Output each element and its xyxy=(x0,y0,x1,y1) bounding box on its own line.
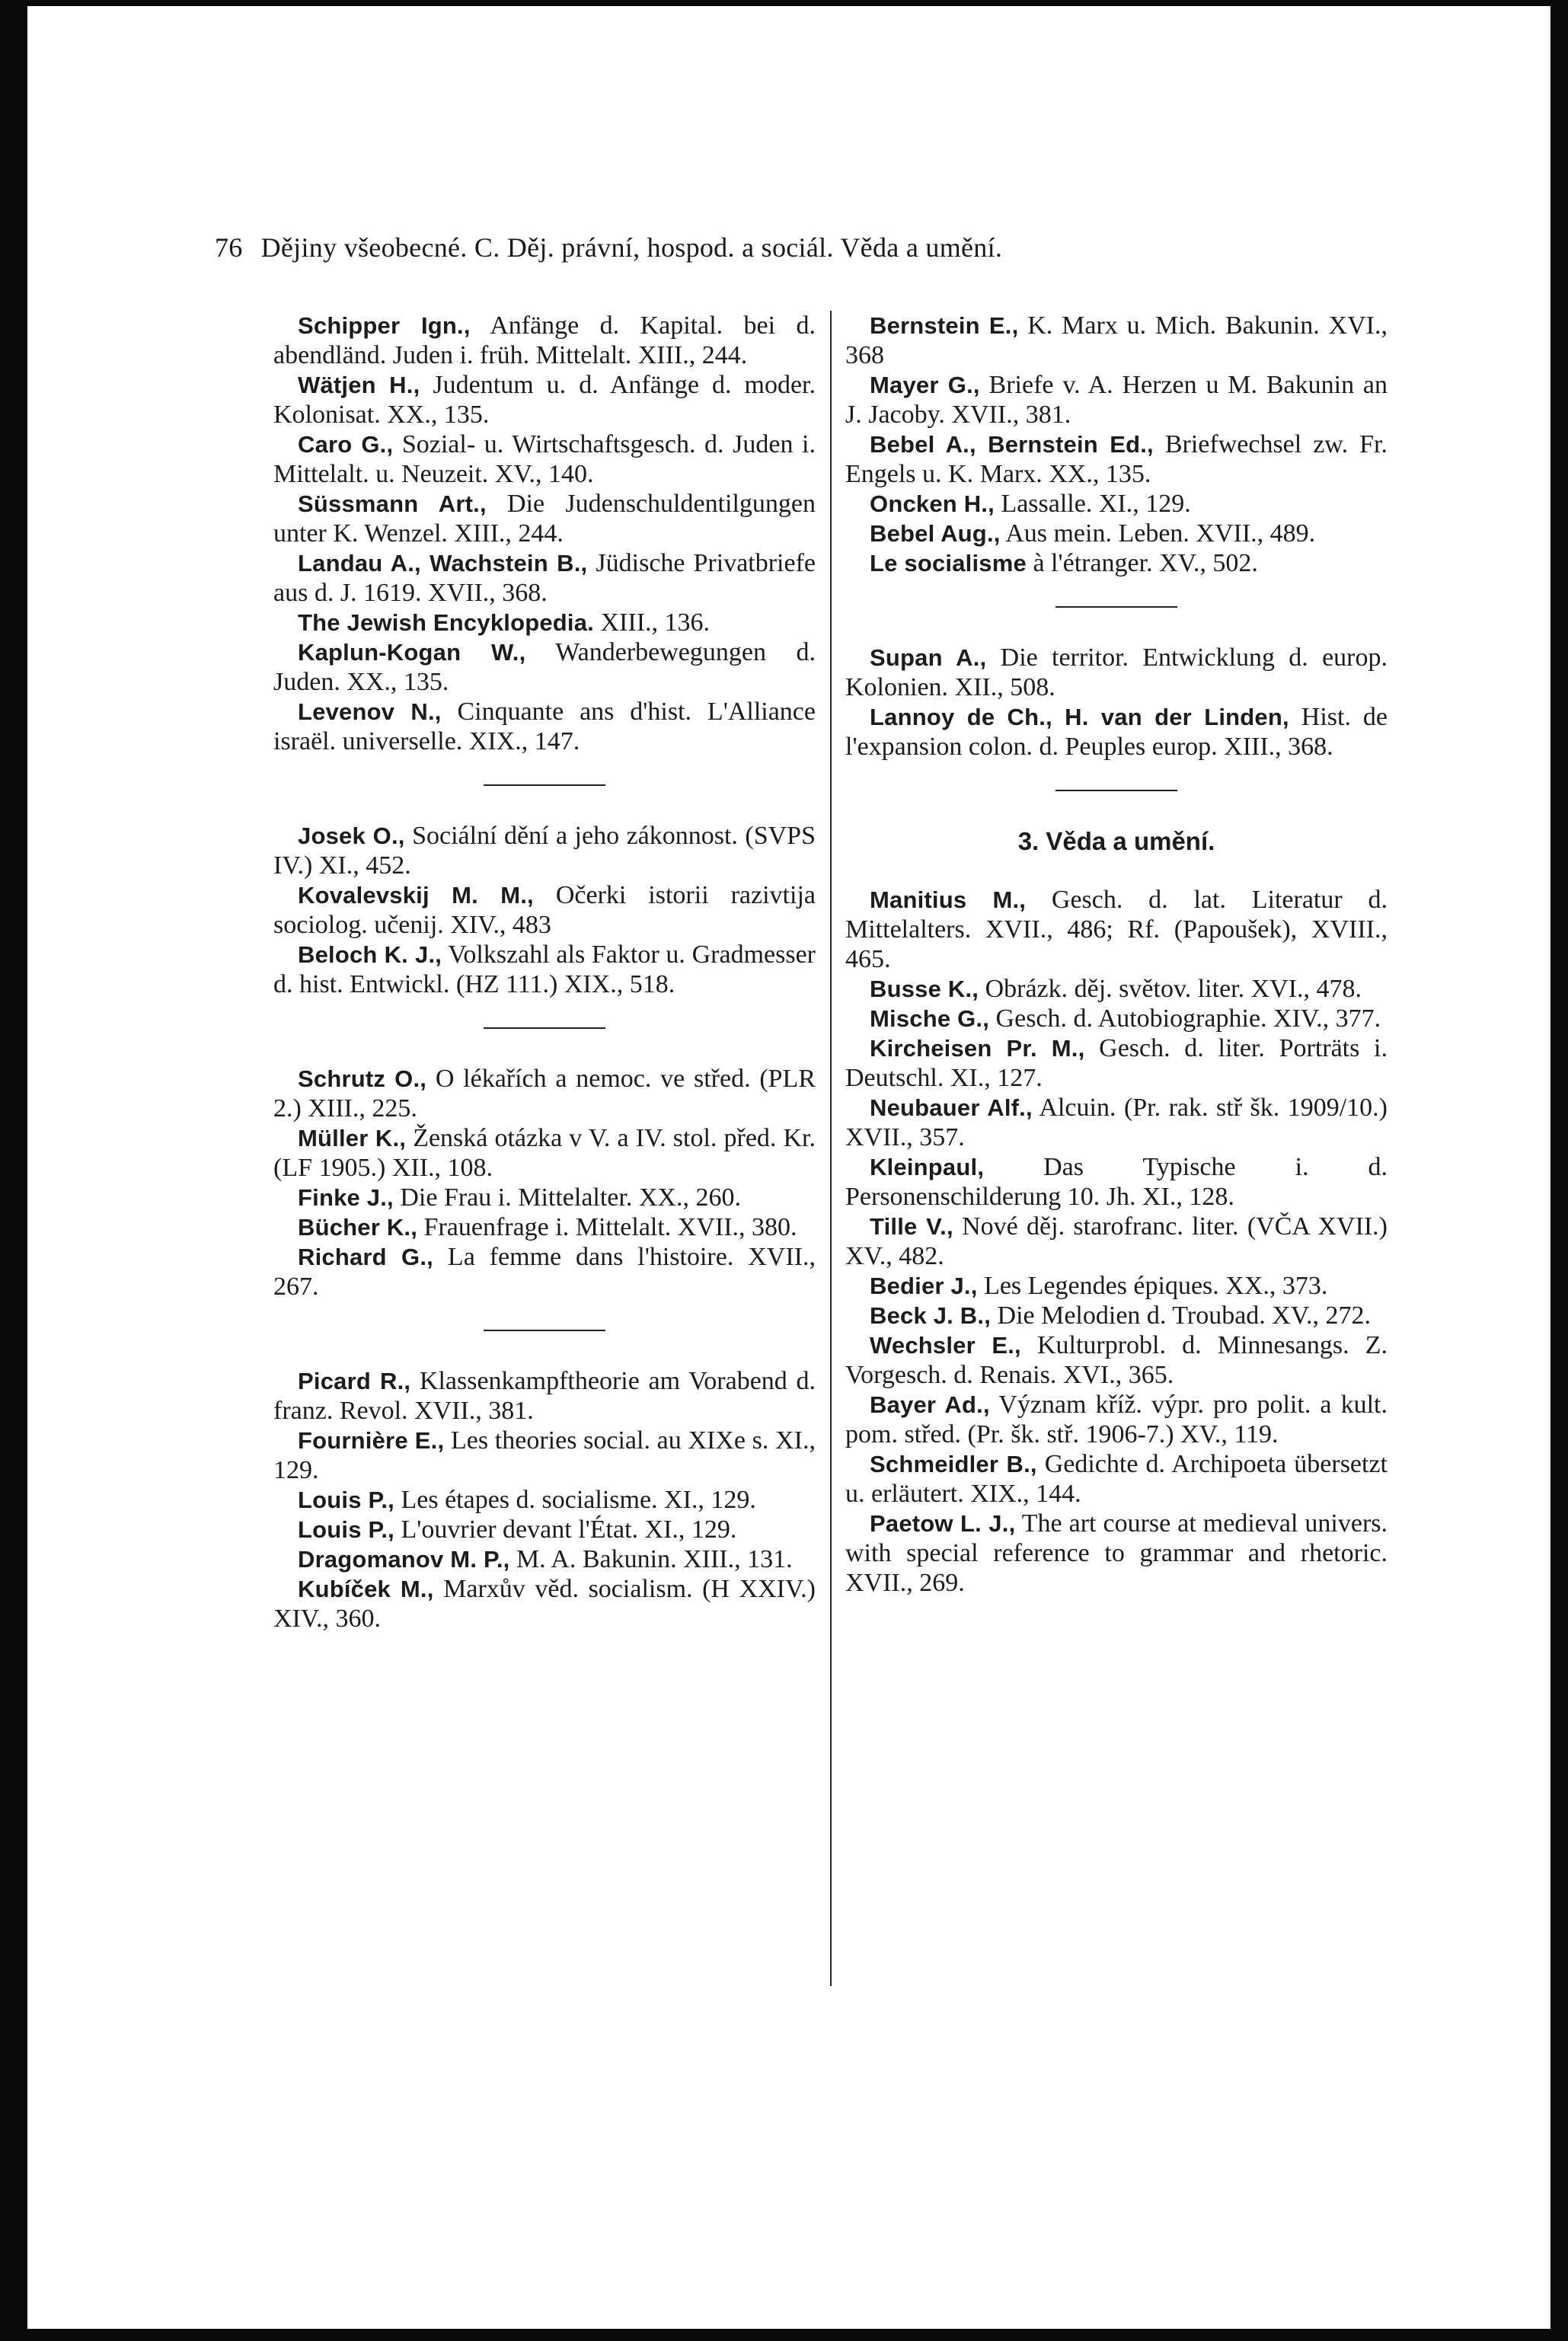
entry-text: Lassalle. XI., 129. xyxy=(994,490,1191,518)
entry-author: Paetow L. J., xyxy=(870,1510,1016,1537)
entry-author: Busse K., xyxy=(870,976,979,1002)
entry-group xyxy=(845,643,1388,762)
bibliography-entry xyxy=(273,311,816,370)
entry-text: Význam kříž. výpr. pro polit. a kult. pom. střed. (Pr. šk. stř. 1906-7.) XV., 119. xyxy=(845,1391,1388,1448)
left-column xyxy=(273,311,816,1634)
entry-text: La femme dans l'histoire. XVII., 267. xyxy=(273,1243,816,1301)
entry-text: Frauenfrage i. Mittelalt. XVII., 380. xyxy=(417,1213,797,1241)
bibliography-entry xyxy=(845,885,1388,974)
entry-author: Beloch K. J., xyxy=(298,941,442,968)
separator-rule xyxy=(1055,606,1177,608)
entry-author: Süssmann Art., xyxy=(298,490,487,517)
entry-author: Wätjen H., xyxy=(298,372,420,398)
entry-author: Kleinpaul, xyxy=(870,1154,985,1180)
entry-author: Wechsler E., xyxy=(870,1332,1021,1359)
entry-author: Mische G., xyxy=(870,1005,990,1032)
right-column xyxy=(845,311,1388,1598)
entry-text: Volkszahl als Faktor u. Gradmesser d. hist. Entwickl. (HZ 111.) XIX., 518. xyxy=(273,941,816,998)
bibliography-entry xyxy=(273,370,816,430)
bibliography-entry xyxy=(273,1574,816,1634)
entry-text: Marxův věd. socialism. (H XXIV.) XIV., 360. xyxy=(273,1575,816,1633)
entry-author: Manitius M., xyxy=(870,886,1027,913)
bibliography-entry xyxy=(845,1301,1388,1330)
entry-text: Obrázk. děj. světov. liter. XVI., 478. xyxy=(979,975,1362,1003)
bibliography-entry xyxy=(273,1123,816,1183)
entry-author: Fournière E., xyxy=(298,1427,445,1454)
bibliography-entry xyxy=(273,1515,816,1544)
entry-group xyxy=(845,311,1388,578)
entry-author: Kaplun-Kogan W., xyxy=(298,639,526,666)
bibliography-entry xyxy=(845,1449,1388,1509)
bibliography-entry xyxy=(845,1093,1388,1152)
bibliography-entry xyxy=(273,880,816,940)
separator-rule xyxy=(484,784,605,786)
entry-group xyxy=(273,1064,816,1301)
bibliography-entry xyxy=(845,1004,1388,1033)
entry-text: K. Marx u. Mich. Bakunin. XVI., 368 xyxy=(845,311,1388,369)
entry-text: Aus mein. Leben. XVII., 489. xyxy=(1000,519,1316,548)
entry-author: Bücher K., xyxy=(298,1214,418,1241)
entry-text: Jüdische Privatbriefe aus d. J. 1619. XVII., 368. xyxy=(273,549,816,607)
entry-author: Bedier J., xyxy=(870,1273,978,1299)
separator-rule xyxy=(484,1330,605,1331)
entry-text: Die Melodien d. Troubad. XV., 272. xyxy=(991,1301,1372,1330)
entry-text: à l'étranger. XV., 502. xyxy=(1026,549,1258,577)
entry-author: Louis P., xyxy=(298,1487,394,1513)
running-title: Dějiny všeobecné. C. Děj. právní, hospod. a sociál. Věda a umění. xyxy=(260,232,1003,263)
bibliography-entry xyxy=(845,311,1388,370)
bibliography-entry xyxy=(273,1426,816,1485)
bibliography-entry xyxy=(845,974,1388,1004)
separator-rule xyxy=(1055,790,1177,791)
bibliography-entry xyxy=(845,1152,1388,1212)
entry-text: Die territor. Entwicklung d. europ. Kolonien. XII., 508. xyxy=(845,644,1388,701)
entry-text: M. A. Bakunin. XIII., 131. xyxy=(509,1545,793,1573)
bibliography-entry xyxy=(845,370,1388,430)
entry-text: Anfänge d. Kapital. bei d. abendländ. Juden i. früh. Mittelalt. XIII., 244. xyxy=(273,311,816,369)
bibliography-entry xyxy=(273,430,816,489)
bibliography-entry xyxy=(273,489,816,548)
bibliography-entry xyxy=(845,548,1388,578)
entry-author: Tille V., xyxy=(870,1213,953,1240)
entry-author: Lannoy de Ch., H. van der Linden, xyxy=(870,704,1289,730)
separator-rule xyxy=(484,1027,605,1029)
bibliography-entry xyxy=(273,821,816,880)
entry-author: Oncken H., xyxy=(870,490,995,517)
page-number: 76 xyxy=(215,232,243,263)
bibliography-entry xyxy=(273,1212,816,1242)
entry-author: Richard G., xyxy=(298,1244,433,1270)
entry-text: Alcuin. (Pr. rak. stř šk. 1909/10.) XVII., 357. xyxy=(845,1094,1388,1151)
entry-author: Dragomanov M. P., xyxy=(298,1546,510,1573)
entry-text: O lékařích a nemoc. ve střed. (PLR 2.) XIII., 225. xyxy=(273,1065,816,1123)
bibliography-entry xyxy=(845,1509,1388,1598)
bibliography-entry xyxy=(273,1366,816,1426)
bibliography-entry xyxy=(273,697,816,756)
entry-author: Müller K., xyxy=(298,1125,407,1151)
entry-text: Les étapes d. socialisme. XI., 129. xyxy=(394,1486,756,1514)
bibliography-entry xyxy=(845,519,1388,548)
bibliography-entry xyxy=(845,430,1388,489)
entry-group xyxy=(273,821,816,999)
bibliography-entry xyxy=(273,637,816,697)
entry-author: Bayer Ad., xyxy=(870,1391,990,1418)
entry-text: Gesch. d. lat. Literatur d. Mittelalters. XVII., 486; Rf. (Papoušek), XVIII., 465. xyxy=(845,886,1388,973)
entry-author: Caro G., xyxy=(298,431,394,458)
entry-text: Ženská otázka v V. a IV. stol. před. Kr. (LF 1905.) XII., 108. xyxy=(273,1124,816,1182)
entry-author: Kircheisen Pr. M., xyxy=(870,1035,1085,1062)
bibliography-entry xyxy=(845,1390,1388,1449)
entry-author: Kubíček M., xyxy=(298,1576,434,1602)
bibliography-entry xyxy=(273,548,816,608)
entry-text: Hist. de l'expansion colon. d. Peuples europ. XIII., 368. xyxy=(845,703,1388,761)
running-head xyxy=(215,232,1357,263)
entry-text: Gedichte d. Archipoeta übersetzt u. erläutert. XIX., 144. xyxy=(845,1450,1388,1508)
entry-author: Bebel A., Bernstein Ed., xyxy=(870,431,1154,458)
entry-author: Kovalevskij M. M., xyxy=(298,882,534,909)
entry-text: Sozial- u. Wirtschaftsgesch. d. Juden i. Mittelalt. u. Neuzeit. XV., 140. xyxy=(273,430,816,488)
entry-text: Nové děj. starofranc. liter. (VČA XVII.) XV., 482. xyxy=(845,1212,1388,1270)
entry-author: Louis P., xyxy=(298,1516,394,1543)
bibliography-entry xyxy=(845,643,1388,702)
bibliography-entry xyxy=(273,1242,816,1301)
entry-text: Die Frau i. Mittelalter. XX., 260. xyxy=(393,1183,741,1212)
bibliography-entry xyxy=(273,1183,816,1212)
entry-text: Cinquante ans d'hist. L'Alliance israël. universelle. XIX., 147. xyxy=(273,698,816,755)
bibliography-entry xyxy=(845,1271,1388,1301)
bibliography-entry xyxy=(273,608,816,637)
entry-author: Beck J. B., xyxy=(870,1302,992,1329)
bibliography-entry xyxy=(273,1544,816,1574)
bibliography-entry xyxy=(845,702,1388,762)
entry-text: Les Legendes épiques. XX., 373. xyxy=(977,1272,1328,1300)
entry-author: Schipper Ign., xyxy=(298,312,471,339)
entry-author: Schmeidler B., xyxy=(870,1451,1037,1477)
entry-text: Das Typische i. d. Personenschilderung 10. Jh. XI., 128. xyxy=(845,1153,1388,1211)
entry-author: Picard R., xyxy=(298,1368,411,1394)
entry-text: Die Judenschuldentilgungen unter K. Wenzel. XIII., 244. xyxy=(273,490,816,548)
entry-author: Josek O., xyxy=(298,822,405,849)
entry-text: L'ouvrier devant l'État. XI., 129. xyxy=(394,1515,737,1544)
section-heading: 3. Věda a umění. xyxy=(1017,827,1215,855)
entry-text: Judentum u. d. Anfänge d. moder. Kolonisat. XX., 135. xyxy=(273,371,816,429)
entry-text: Očerki istorii razivtija sociolog. učenij. XIV., 483 xyxy=(273,881,816,939)
entry-text: Gesch. d. Autobiographie. XIV., 377. xyxy=(989,1004,1381,1033)
entry-text: Wanderbewegungen d. Juden. XX., 135. xyxy=(273,638,816,696)
entry-author: Bebel Aug., xyxy=(870,520,1001,547)
entry-group xyxy=(845,885,1388,1598)
bibliography-entry xyxy=(845,1033,1388,1093)
entry-text: Briefwechsel zw. Fr. Engels u. K. Marx. XX., 135. xyxy=(845,430,1388,488)
entry-group xyxy=(273,1366,816,1634)
entry-text: XIII., 136. xyxy=(594,608,711,637)
entry-author: The Jewish Encyklopedia. xyxy=(298,609,594,636)
entry-author: Neubauer Alf., xyxy=(870,1094,1033,1121)
entry-text: Kulturprobl. d. Minnesangs. Z. Vorgesch. d. Renais. XVI., 365. xyxy=(845,1331,1388,1389)
entry-text: Les theories social. au XIXe s. XI., 129. xyxy=(273,1426,816,1484)
entry-author: Le socialisme xyxy=(870,550,1027,576)
entry-group xyxy=(273,311,816,756)
bibliography-entry xyxy=(845,1212,1388,1271)
entry-author: Supan A., xyxy=(870,644,987,671)
entry-author: Landau A., Wachstein B., xyxy=(298,550,588,576)
bibliography-entry xyxy=(273,1485,816,1515)
entry-text: Klassenkampftheorie am Vorabend d. franz. Revol. XVII., 381. xyxy=(273,1367,816,1425)
entry-author: Schrutz O., xyxy=(298,1065,427,1092)
entry-text: Gesch. d. liter. Porträts i. Deutschl. XI., 127. xyxy=(845,1034,1388,1092)
entry-author: Bernstein E., xyxy=(870,312,1019,339)
entry-author: Finke J., xyxy=(298,1184,394,1211)
column-divider xyxy=(830,311,832,1986)
bibliography-entry xyxy=(845,489,1388,519)
bibliography-entry xyxy=(273,940,816,999)
entry-text: Sociální dění a jeho zákonnost. (SVPS IV.) XI., 452. xyxy=(273,822,816,880)
entry-text: Briefe v. A. Herzen u M. Bakunin an J. Jacoby. XVII., 381. xyxy=(845,371,1388,429)
entry-author: Mayer G., xyxy=(870,372,980,398)
entry-author: Levenov N., xyxy=(298,698,442,725)
entry-text: The art course at medieval univers. with special reference to grammar and rhetoric. XVII., 269. xyxy=(845,1509,1388,1597)
bibliography-entry xyxy=(273,1064,816,1123)
bibliography-entry xyxy=(845,1330,1388,1390)
